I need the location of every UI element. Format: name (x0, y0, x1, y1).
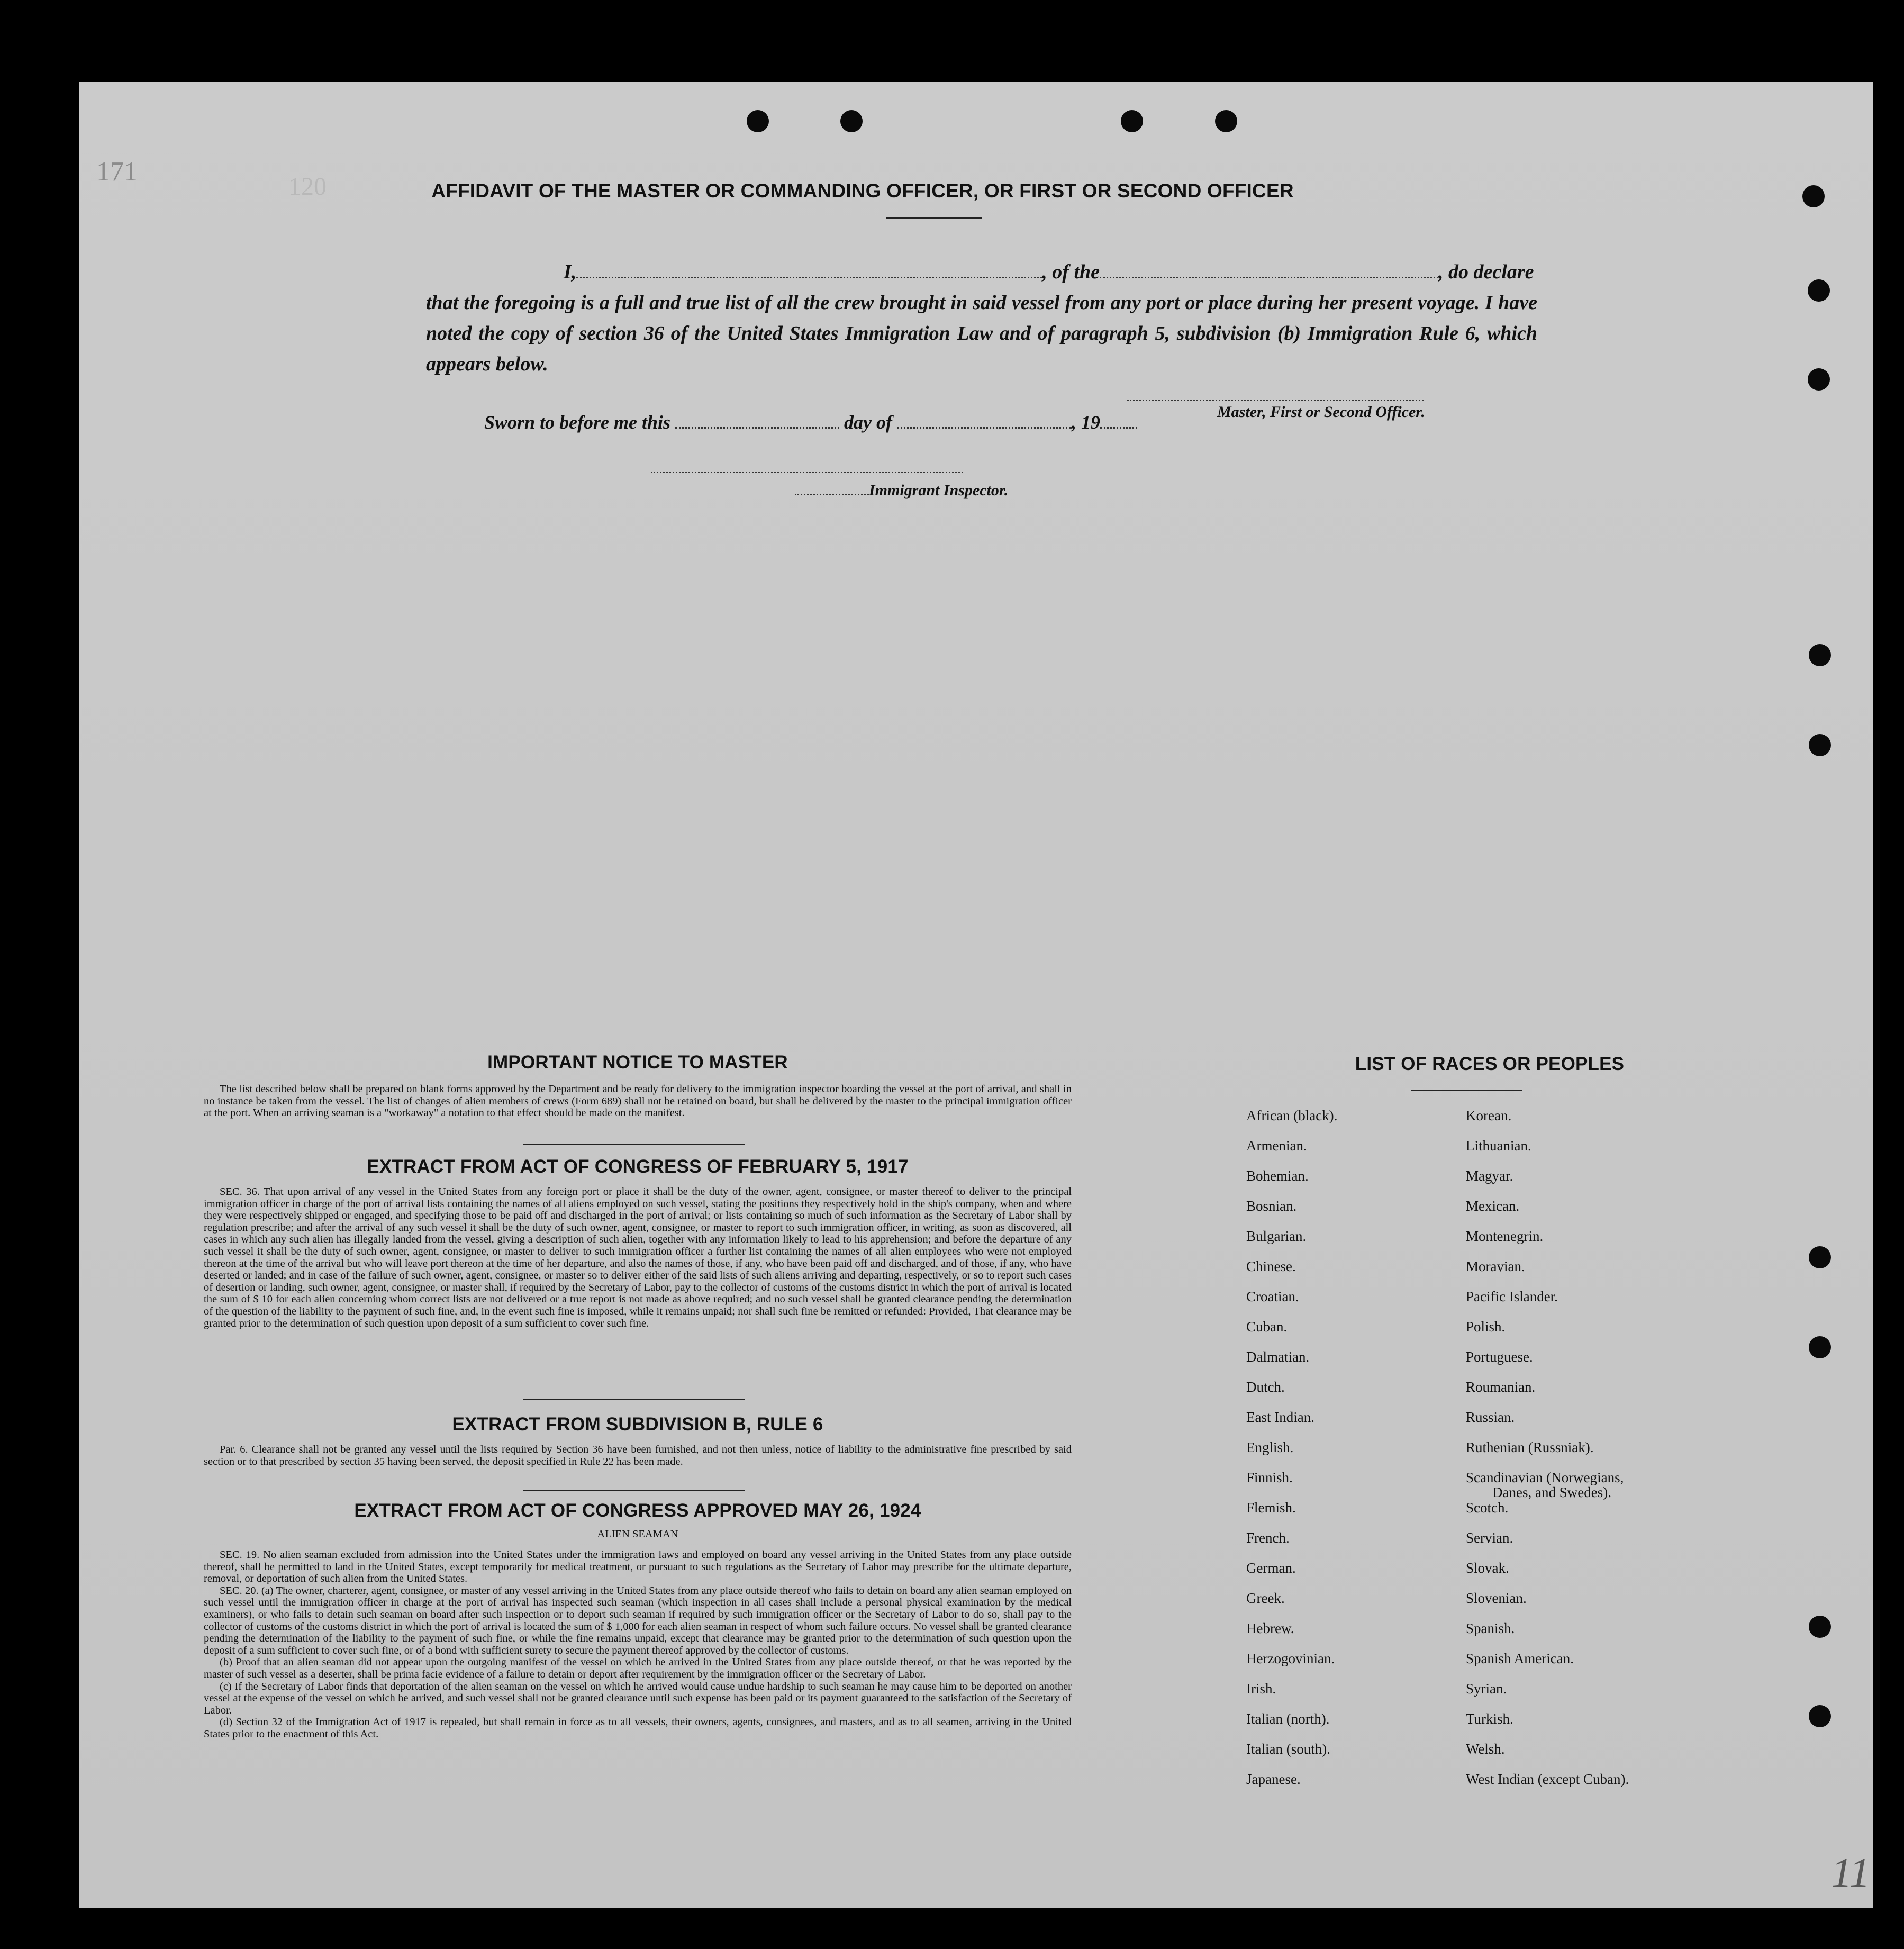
race-item: French. (1246, 1530, 1290, 1546)
extract-1924-text (204, 1549, 1072, 1740)
race-item: Polish. (1466, 1319, 1506, 1335)
extract-1924-subtitle: ALIEN SEAMAN (597, 1528, 678, 1540)
race-item: Slovenian. (1466, 1590, 1527, 1606)
sworn-year-label: , 19 (1072, 412, 1101, 433)
declaration-i: I, (564, 261, 577, 283)
vessel-field[interactable] (1100, 262, 1438, 278)
signature-label: Master, First or Second Officer. (1217, 403, 1425, 421)
race-item: Dutch. (1246, 1379, 1285, 1395)
inspector-line (795, 482, 1008, 500)
punch-hole (1215, 110, 1237, 132)
notice-title: IMPORTANT NOTICE TO MASTER (487, 1052, 788, 1073)
race-item: Moravian. (1466, 1258, 1525, 1274)
margin-mark: 120 (288, 173, 327, 201)
race-item: Dalmatian. (1246, 1349, 1310, 1365)
declaration-first-line (426, 257, 1537, 287)
race-item: Korean. (1466, 1108, 1512, 1123)
declaration-body: that the foregoing is a full and true list of all the crew brought in said vessel from any port or place during her present voyage. I have noted the copy of section 36 of the United States Immigration Law and of paragraph 5, subdivision (b) Immigration Rule 6, which appears below. (426, 292, 1537, 375)
race-item: Pacific Islander. (1466, 1289, 1558, 1304)
declaration (426, 257, 1537, 379)
extract-1917-title: EXTRACT FROM ACT OF CONGRESS OF FEBRUARY 5, 1917 (367, 1156, 909, 1177)
punch-hole (1121, 110, 1143, 132)
race-item: Magyar. (1466, 1168, 1513, 1184)
document-page (79, 82, 1873, 1908)
extract-1917-paragraph: SEC. 36. That upon arrival of any vessel in the United States from any foreign port or place it shall be the duty of the owner, agent, consignee, or master thereof to deliver to the principal immigration officer in charge of the port of arrival lists containing the names of all aliens employed on such vessel, stating the positions they respectively hold in the ship's company, when and where they were respectively shipped or engaged, and specifying those to be paid off and discharged in the port of arrival; or lists containing so much of such information as the Secretary of Labor shall by regulation prescribe; and after the arrival of any such vessel it shall be the duty of such owner, agent, consignee, or master to report to such immigration officer, in writing, as soon as discovered, all cases in which any such alien has illegally landed from the vessel, giving a description of such alien, together with any information likely to lead to his apprehension; and before the departure of any such vessel it shall be the duty of such owner, agent, consignee, or master to deliver to such immigration officer a further list containing the names of all alien employees who were not employed thereon at the time of the arrival but who will leave port thereon at the time of her departure, and also the names of those, if any, who have been paid off and discharged, and of those, if any, who have deserted or landed; and in case of the failure of such owner, agent, consignee, or master so to deliver either of the said lists of such aliens arriving and departing, respectively, or so to report such cases of desertion or landing, such owner, agent, consignee, or master shall, if required by the Secretary of Labor, pay to the collector of customs of the customs district in which the port of arrival is located the sum of $ 10 for each alien concerning whom correct lists are not delivered or a true report is not made as above required; and no such vessel shall be granted clearance pending the determination of the question of the liability to the payment of such fine, and, in the event such fine is imposed, while it remains unpaid; nor shall such fine be remitted or refunded: Provided, That clearance may be granted prior to the determination of such question upon deposit of a sum sufficient to cover such fine. (204, 1186, 1072, 1329)
extract-1924-paragraph: SEC. 20. (a) The owner, charterer, agent, consignee, or master of any vessel arriving in the United States from any place outside thereof who fails to detain on board any alien seaman employed on such vessel until the immigration officer in charge at the port of arrival has inspected such seaman (which inspection in all cases shall include a personal physical examination by the medical examiners), or who fails to detain such seaman on board after such inspection or to deport such seaman if required by such immigration officer or the Secretary of Labor to do so, shall pay to the collector of customs of the customs district in which the port of arrival is located the sum of $ 1,000 for each alien seaman in respect of whom such failure occurs. No vessel shall be granted clearance pending the determination of the liability to the payment of such fine, or while the fine remains unpaid, except that clearance may be granted prior to the determination of such question upon the deposit of a sum sufficient to cover such fine, or of a bond with sufficient surety to secure the payment thereof approved by the collector of customs. (204, 1584, 1072, 1656)
race-item: Bosnian. (1246, 1198, 1297, 1214)
declaration-do-declare: , do declare (1438, 261, 1534, 283)
race-item: Finnish. (1246, 1470, 1293, 1485)
punch-hole (747, 110, 769, 132)
affidavit-title: AFFIDAVIT OF THE MASTER OR COMMANDING OFFICER, OR FIRST OR SECOND OFFICER (431, 180, 1294, 202)
punch-hole (1808, 368, 1830, 391)
notice-text (204, 1083, 1072, 1119)
race-item: Ruthenian (Russniak). (1466, 1439, 1594, 1455)
inspector-signature-line[interactable] (651, 457, 963, 473)
race-item: Slovak. (1466, 1560, 1509, 1576)
title-divider (886, 217, 982, 219)
race-item: Mexican. (1466, 1198, 1520, 1214)
inspector-field[interactable] (795, 482, 869, 495)
race-item: Spanish. (1466, 1620, 1515, 1636)
races-title: LIST OF RACES OR PEOPLES (1355, 1054, 1625, 1074)
punch-hole (1808, 279, 1830, 302)
race-item: Greek. (1246, 1590, 1285, 1606)
extract-1917-text (204, 1186, 1072, 1329)
race-item: Portuguese. (1466, 1349, 1533, 1365)
race-item: Croatian. (1246, 1289, 1299, 1304)
race-item: Flemish. (1246, 1500, 1296, 1516)
extract-rule6-text (204, 1444, 1072, 1467)
race-item: Montenegrin. (1466, 1228, 1544, 1244)
race-item: Herzogovinian. (1246, 1651, 1335, 1666)
sworn-year-field[interactable] (1100, 412, 1137, 429)
race-item: Lithuanian. (1466, 1138, 1531, 1154)
punch-hole (1809, 734, 1831, 756)
race-item: Roumanian. (1466, 1379, 1536, 1395)
extract-rule6-title: EXTRACT FROM SUBDIVISION B, RULE 6 (452, 1414, 823, 1435)
section-divider (523, 1490, 745, 1491)
margin-mark: 171 (96, 157, 138, 187)
punch-hole (840, 110, 863, 132)
name-field[interactable] (576, 262, 1042, 278)
race-item: West Indian (except Cuban). (1466, 1771, 1629, 1787)
punch-hole (1809, 1705, 1831, 1727)
punch-hole (1802, 185, 1825, 207)
race-item: Danes, and Swedes). (1492, 1484, 1611, 1500)
punch-hole (1809, 1616, 1831, 1638)
extract-rule6-paragraph: Par. 6. Clearance shall not be granted any vessel until the lists required by Section 36 have been furnished, and not then unless, notice of liability to the administrative fine prescribed by said section or to that prescribed by section 35 having been served, the deposit specified in Rule 22 has been made. (204, 1444, 1072, 1467)
race-item: German. (1246, 1560, 1296, 1576)
race-item: Servian. (1466, 1530, 1513, 1546)
race-item: Turkish. (1466, 1711, 1513, 1727)
race-item: Welsh. (1466, 1741, 1505, 1757)
race-item: Bohemian. (1246, 1168, 1309, 1184)
sworn-line (484, 411, 1137, 433)
section-divider (523, 1144, 745, 1145)
extract-1924-paragraph: SEC. 19. No alien seaman excluded from admission into the United States under the immigration laws and employed on board any vessel arriving in the United States from any place outside thereof, shall be permitted to land in the United States, except temporarily for medical treatment, or pursuant to such regulations as the Secretary of Labor may prescribe for the ultimate departure, removal, or deportation of such alien from the United States. (204, 1549, 1072, 1585)
race-item: Spanish American. (1466, 1651, 1574, 1666)
signature-line[interactable] (1127, 385, 1424, 401)
punch-hole (1809, 1246, 1831, 1268)
sworn-month-field[interactable] (897, 412, 1072, 429)
race-item: Syrian. (1466, 1681, 1507, 1697)
race-item: Irish. (1246, 1681, 1276, 1697)
race-item: Russian. (1466, 1409, 1515, 1425)
punch-hole (1809, 1336, 1831, 1358)
race-item: Bulgarian. (1246, 1228, 1307, 1244)
notice-paragraph: The list described below shall be prepared on blank forms approved by the Department and be ready for delivery to the immigration inspector boarding the vessel at the port of arrival, and shall in no instance be taken from the vessel. The list of changes of alien members of crews (Form 689) shall not be retained on board, but shall be delivered by the master to the principal immigration officer at the port. When an arriving seaman is a "workaway" a notation to that effect should be made on the manifest. (204, 1083, 1072, 1119)
margin-mark: 11 (1831, 1850, 1871, 1897)
sworn-prefix: Sworn to before me this (484, 412, 671, 433)
extract-1924-paragraph: (d) Section 32 of the Immigration Act of 1917 is repealed, but shall remain in force as to all vessels, their owners, agents, consignees, and masters, and as to all seamen, arriving in the United States prior to the enactment of this Act. (204, 1716, 1072, 1740)
sworn-day-label: day of (844, 412, 893, 433)
race-item: Italian (north). (1246, 1711, 1330, 1727)
race-item: African (black). (1246, 1108, 1338, 1123)
race-item: Chinese. (1246, 1258, 1296, 1274)
race-item: English. (1246, 1439, 1294, 1455)
extract-1924-paragraph: (c) If the Secretary of Labor finds that deportation of the alien seaman on the vessel on which he arrived would cause undue hardship to such seaman he may cause him to be deported on another vessel at the expense of the vessel on which he arrived, and such vessel shall not be granted clearance until such expense has been paid or its payment guaranteed to the satisfaction of the Secretary of Labor. (204, 1680, 1072, 1716)
sworn-day-field[interactable] (675, 412, 839, 429)
section-divider (523, 1399, 745, 1400)
race-item: Japanese. (1246, 1771, 1301, 1787)
declaration-of-the: , of the (1042, 261, 1100, 283)
punch-hole (1809, 644, 1831, 666)
race-item: Scotch. (1466, 1500, 1509, 1516)
extract-1924-paragraph: (b) Proof that an alien seaman did not appear upon the outgoing manifest of the vessel on which he arrived in the United States from any place outside thereof, or that he was reported by the master of such vessel as a deserter, shall be prima facie evidence of a failure to detain or deport after requirement by the immigration officer or the Secretary of Labor. (204, 1656, 1072, 1680)
race-item: Hebrew. (1246, 1620, 1294, 1636)
section-divider (1411, 1090, 1522, 1091)
race-item: Italian (south). (1246, 1741, 1330, 1757)
race-item: Scandinavian (Norwegians, (1466, 1470, 1624, 1485)
inspector-label: Immigrant Inspector. (869, 482, 1009, 499)
extract-1924-title: EXTRACT FROM ACT OF CONGRESS APPROVED MAY 26, 1924 (354, 1500, 921, 1521)
race-item: East Indian. (1246, 1409, 1314, 1425)
race-item: Armenian. (1246, 1138, 1307, 1154)
race-item: Cuban. (1246, 1319, 1288, 1335)
